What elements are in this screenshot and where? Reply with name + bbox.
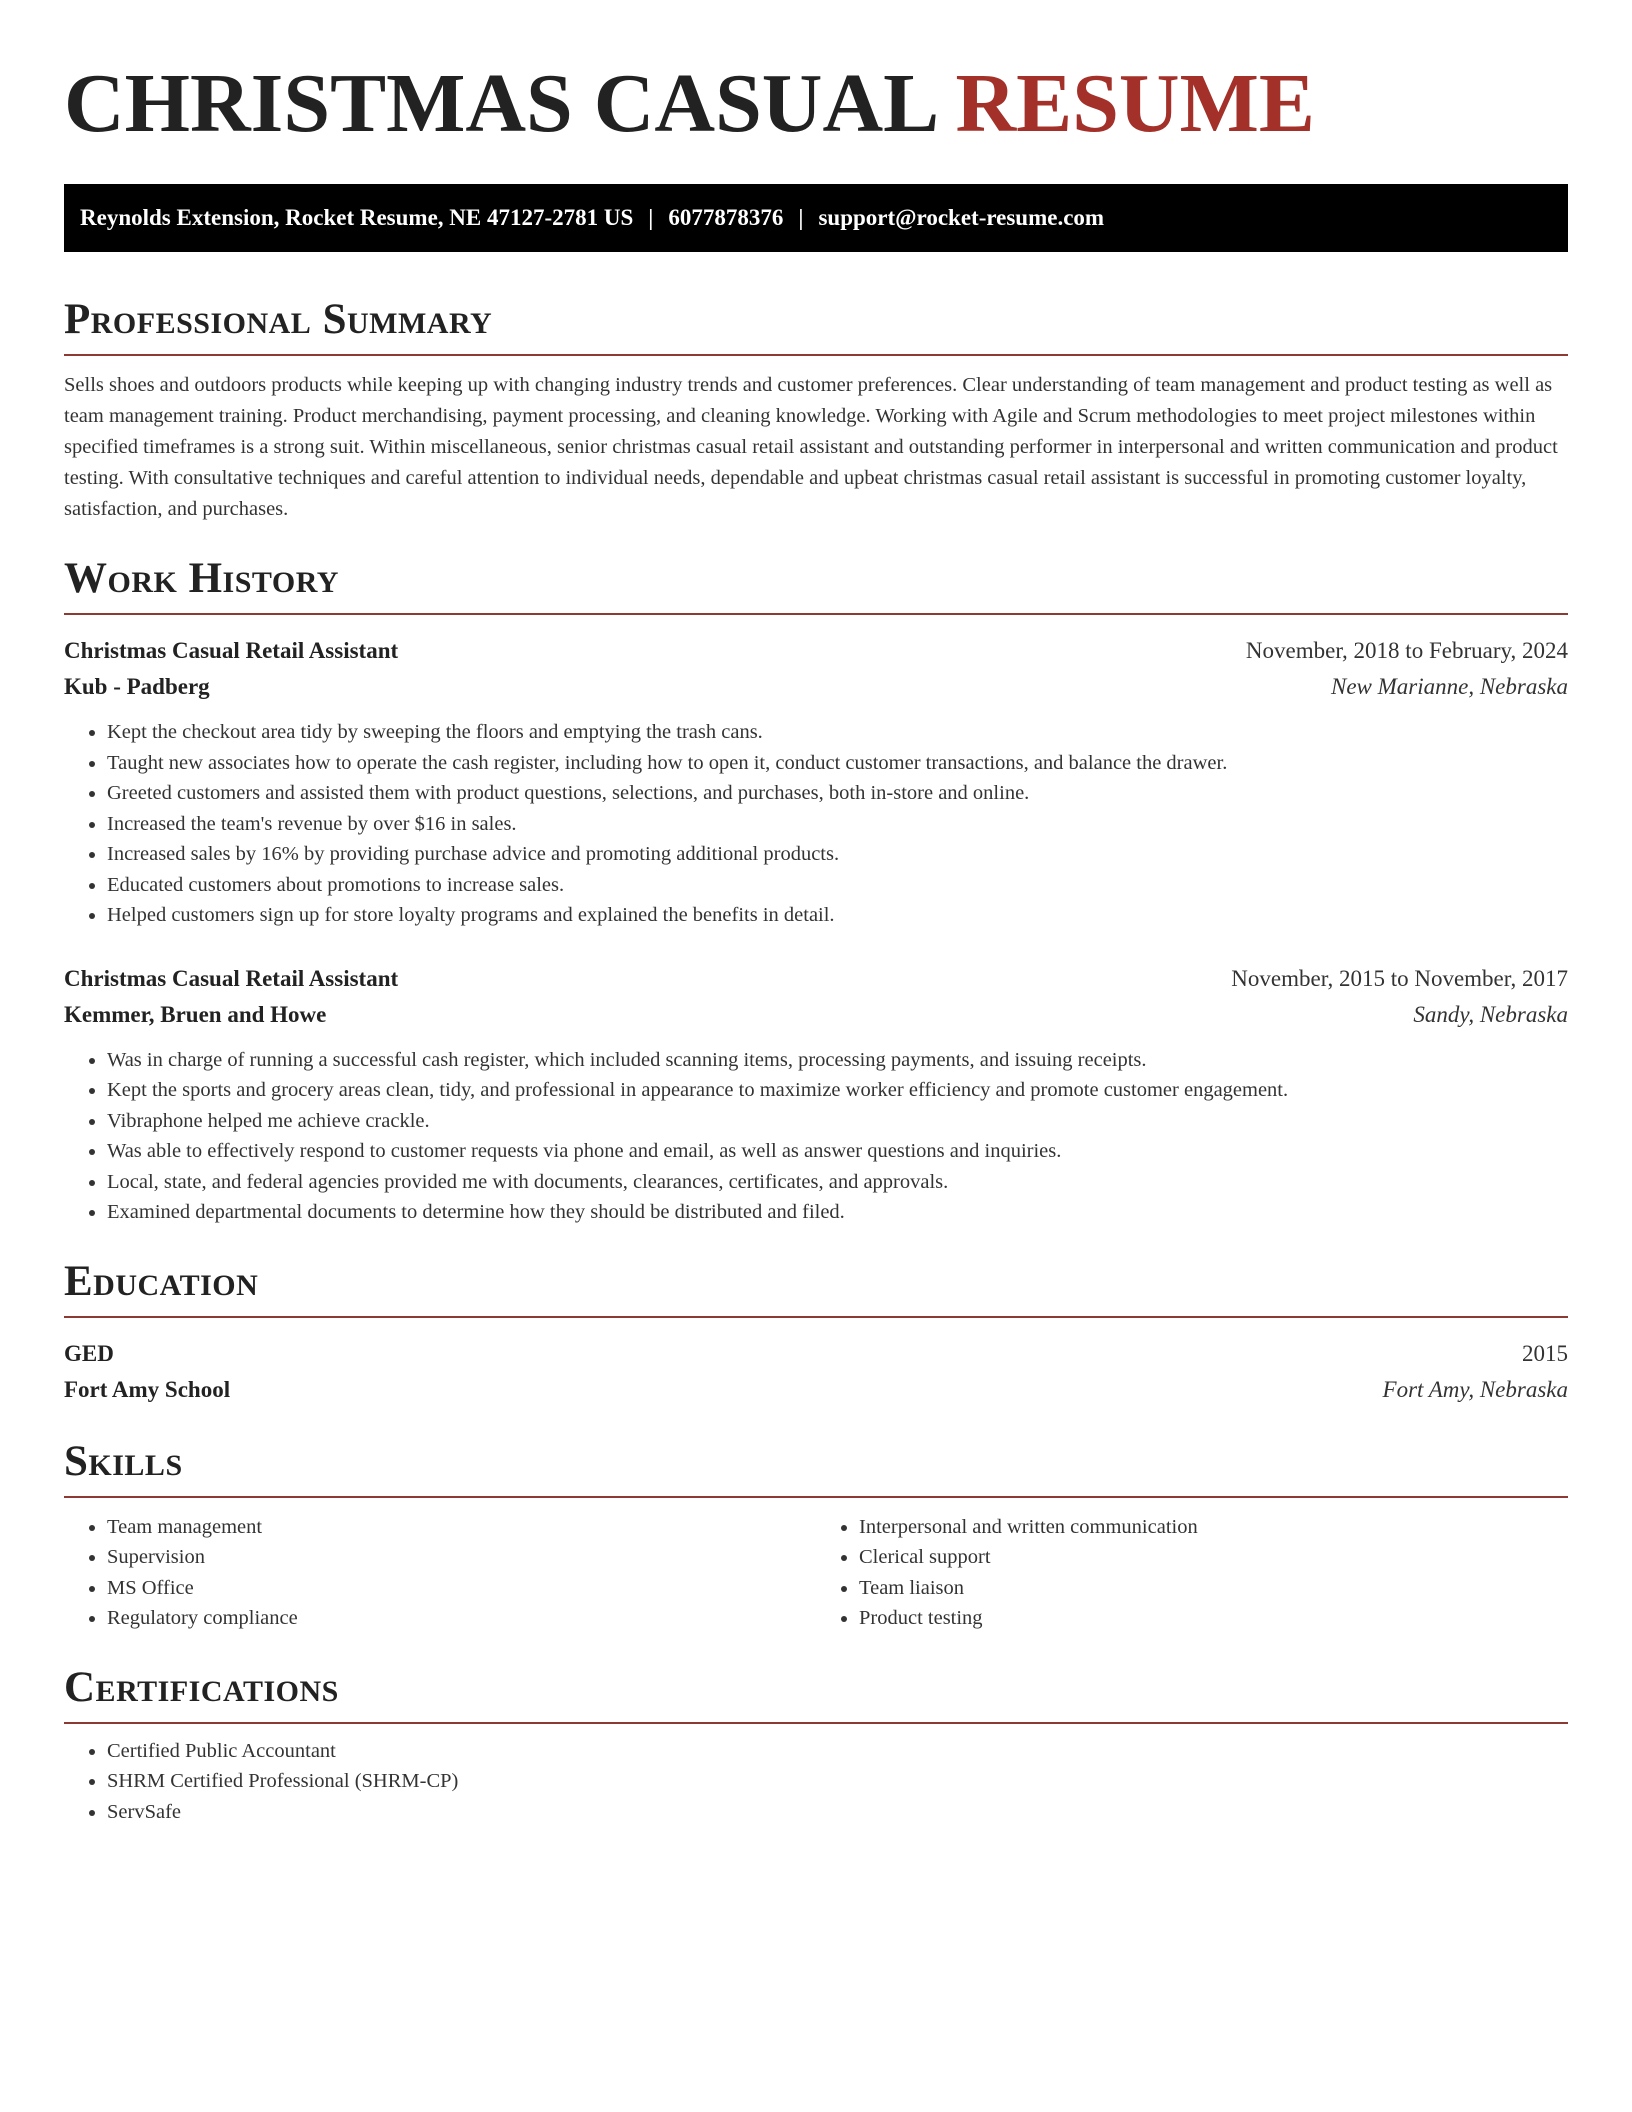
- list-item: • Examined departmental documents to determine how they should be distributed and filed.: [107, 1197, 1568, 1228]
- education-location: Fort Amy, Nebraska: [1382, 1376, 1568, 1402]
- list-item: • Team management: [107, 1512, 816, 1543]
- skills-heading: Skills: [64, 1438, 1568, 1498]
- job-title: Christmas Casual Retail Assistant: [64, 965, 399, 991]
- contact-bar: [64, 184, 1568, 252]
- list-item: • Kept the checkout area tidy by sweeping the floors and emptying the trash cans.: [107, 717, 1568, 748]
- contact-address: Reynolds Extension, Rocket Resume, NE 47127-2781 US: [80, 205, 634, 230]
- contact-separator: |: [798, 205, 804, 230]
- summary-section: [64, 296, 1568, 525]
- certifications-list: [64, 1736, 1568, 1828]
- contact-email: support@rocket-resume.com: [818, 205, 1105, 230]
- list-item: • Team liaison: [859, 1573, 1568, 1604]
- education-school: Fort Amy School: [64, 1376, 231, 1402]
- education-entry: [64, 1336, 1568, 1408]
- contact-phone: 6077878376: [668, 205, 784, 230]
- work-history-heading: Work History: [64, 555, 1568, 615]
- job-entry: [64, 961, 1568, 1228]
- certifications-section: [64, 1664, 1568, 1828]
- list-item: • Greeted customers and assisted them with product questions, selections, and purchases, both in-store and online.: [107, 778, 1568, 809]
- list-item: • Helped customers sign up for store loyalty programs and explained the benefits in detail.: [107, 900, 1568, 931]
- job-company: Kemmer, Bruen and Howe: [64, 1001, 327, 1027]
- job-dates: November, 2015 to November, 2017: [1231, 965, 1568, 991]
- contact-separator: |: [648, 205, 654, 230]
- list-item: • Was in charge of running a successful cash register, which included scanning items, processing payments, and issuing receipts.: [107, 1045, 1568, 1076]
- job-bullets: [64, 1045, 1568, 1228]
- job-dates: November, 2018 to February, 2024: [1245, 638, 1568, 663]
- work-history-section: [64, 555, 1568, 1228]
- job-location: New Marianne, Nebraska: [1330, 674, 1568, 699]
- list-item: • Interpersonal and written communication: [859, 1512, 1568, 1543]
- list-item: • Taught new associates how to operate the cash register, including how to open it, conduct customer transactions, and balance the drawer.: [107, 748, 1568, 779]
- certifications-heading: Certifications: [64, 1664, 1568, 1724]
- list-item: • Certified Public Accountant: [107, 1736, 1568, 1767]
- job-entry: [64, 633, 1568, 931]
- title-accent: RESUME: [955, 57, 1315, 150]
- list-item: • Was able to effectively respond to customer requests via phone and email, as well as answer questions and inquiries.: [107, 1136, 1568, 1167]
- resume-title: [64, 56, 1568, 152]
- skills-column-left: [64, 1512, 816, 1634]
- list-item: • Supervision: [107, 1542, 816, 1573]
- skills-section: [64, 1438, 1568, 1634]
- list-item: • Regulatory compliance: [107, 1603, 816, 1634]
- list-item: • Increased the team's revenue by over $16 in sales.: [107, 809, 1568, 840]
- list-item: • Product testing: [859, 1603, 1568, 1634]
- list-item: • Increased sales by 16% by providing purchase advice and promoting additional products.: [107, 839, 1568, 870]
- skills-column-right: [816, 1512, 1568, 1634]
- list-item: • ServSafe: [107, 1797, 1568, 1828]
- list-item: • Vibraphone helped me achieve crackle.: [107, 1106, 1568, 1137]
- job-bullets: [64, 717, 1568, 931]
- job-location: Sandy, Nebraska: [1413, 1001, 1568, 1027]
- list-item: • Kept the sports and grocery areas clean, tidy, and professional in appearance to maximize worker efficiency and promote customer engagement.: [107, 1075, 1568, 1106]
- education-degree: GED: [64, 1340, 114, 1366]
- list-item: • SHRM Certified Professional (SHRM-CP): [107, 1766, 1568, 1797]
- job-title: Christmas Casual Retail Assistant: [64, 638, 399, 663]
- list-item: • Educated customers about promotions to increase sales.: [107, 870, 1568, 901]
- summary-text: Sells shoes and outdoors products while keeping up with changing industry trends and customer preferences. Clear understanding of team management and product testing as well as team management training. Product merchandising, payment processing, and cleaning knowledge. Working with Agile and Scrum methodologies to meet project milestones within specified timeframes is a strong suit. Within miscellaneous, senior christmas casual retail assistant and outstanding performer in interpersonal and written communication and product testing. With consultative techniques and careful attention to individual needs, dependable and upbeat christmas casual retail assistant is successful in promoting customer loyalty, satisfaction, and purchases.: [64, 374, 1558, 520]
- list-item: • MS Office: [107, 1573, 816, 1604]
- education-year: 2015: [1522, 1340, 1568, 1366]
- list-item: • Local, state, and federal agencies provided me with documents, clearances, certificates, and approvals.: [107, 1167, 1568, 1198]
- title-main: CHRISTMAS CASUAL: [64, 57, 935, 150]
- skills-grid: [64, 1512, 1568, 1634]
- list-item: • Clerical support: [859, 1542, 1568, 1573]
- summary-heading: Professional Summary: [64, 296, 1568, 356]
- job-company: Kub - Padberg: [64, 674, 210, 699]
- education-section: [64, 1258, 1568, 1408]
- education-heading: Education: [64, 1258, 1568, 1318]
